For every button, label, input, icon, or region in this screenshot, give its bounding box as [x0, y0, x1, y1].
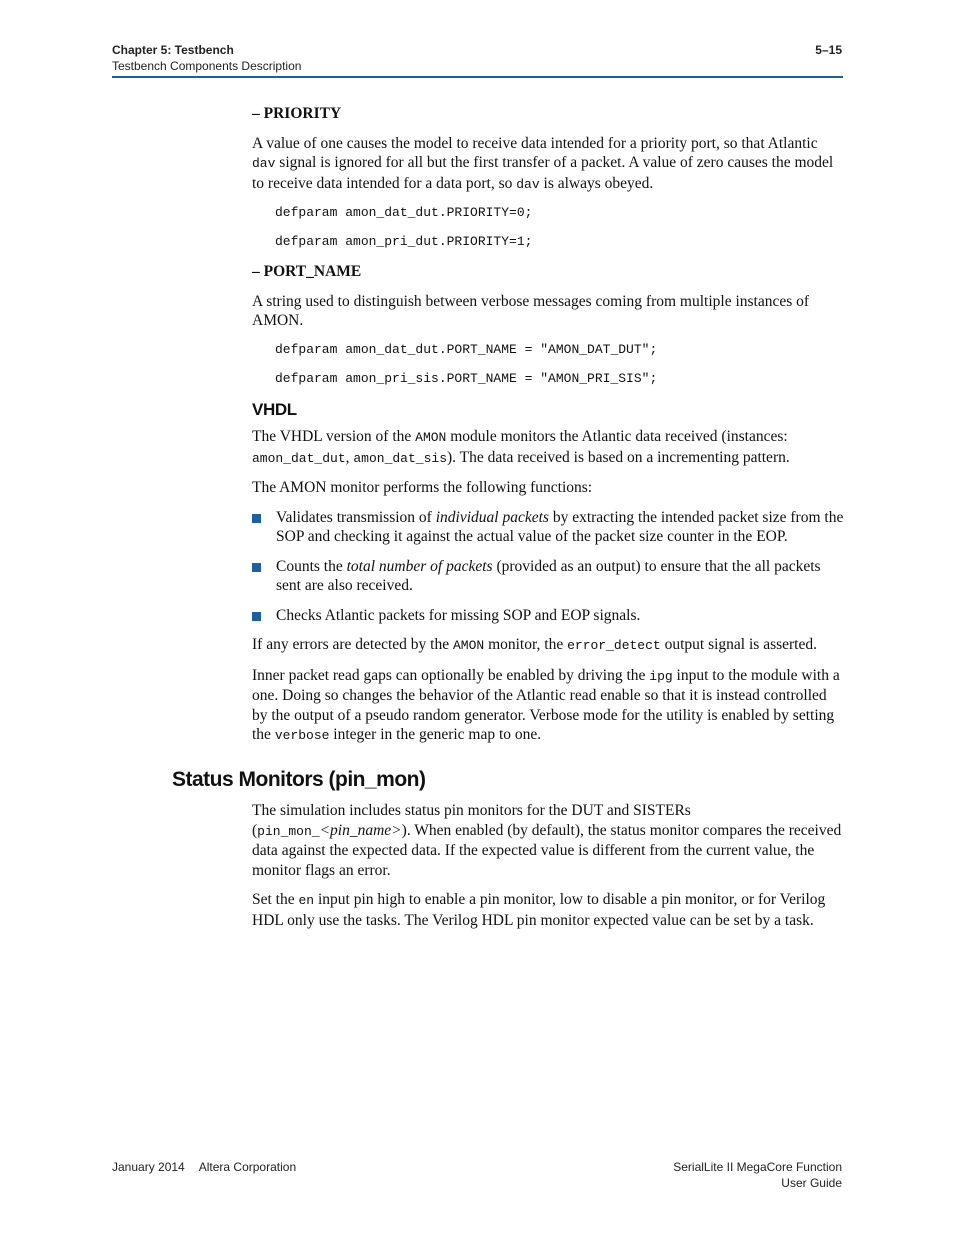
- bullet-icon: [252, 514, 261, 523]
- status-monitors-heading: Status Monitors (pin_mon): [172, 767, 426, 791]
- page-number: 5–15: [815, 43, 842, 57]
- page-footer-right: [673, 1159, 842, 1191]
- code-line: defparam amon_pri_sis.PORT_NAME = "AMON_PRI_SIS";: [275, 370, 658, 386]
- footer-company: Altera Corporation: [198, 1160, 297, 1174]
- port-name-heading: – PORT_NAME: [252, 263, 362, 280]
- footer-doc-title: SerialLite II MegaCore Function: [673, 1160, 842, 1174]
- status-paragraph: Set the en input pin high to enable a pin monitor, low to disable a pin monitor, or for Verilog HDL only use the tasks. The Verilog HDL pin monitor expected value can be set by a task.: [252, 891, 826, 929]
- header-rule: [112, 76, 843, 78]
- port-name-description: A string used to distinguish between verbose messages coming from multiple instances of AMON.: [252, 292, 810, 329]
- function-list: [252, 508, 844, 626]
- code-line: defparam amon_dat_dut.PORT_NAME = "AMON_DAT_DUT";: [275, 341, 658, 357]
- section-title: Testbench Components Description: [112, 59, 302, 73]
- priority-heading: – PRIORITY: [252, 105, 342, 122]
- page-footer-left: [112, 1159, 296, 1175]
- page-header-left: [112, 42, 301, 74]
- footer-doc-subtitle: User Guide: [781, 1176, 842, 1190]
- bullet-icon: [252, 563, 261, 572]
- vhdl-paragraph: If any errors are detected by the AMON monitor, the error_detect output signal is asserted.: [252, 636, 817, 653]
- priority-description: A value of one causes the model to receive data intended for a priority port, so that Atlantic dav signal is ignored for all but the first transfer of a packet. A value of zero causes the model to receive data intended for a data port, so dav is always obeyed.: [252, 134, 834, 192]
- vhdl-paragraph: The VHDL version of the AMON module monitors the Atlantic data received (instances: amon_dat_dut, amon_dat_sis). The data received is based on a incrementing pattern.: [252, 428, 790, 466]
- vhdl-paragraph: The AMON monitor performs the following functions:: [252, 479, 593, 496]
- page-body: [172, 104, 844, 940]
- code-line: defparam amon_pri_dut.PRIORITY=1;: [275, 234, 533, 249]
- chapter-title: Chapter 5: Testbench: [112, 43, 234, 57]
- bullet-icon: [252, 612, 261, 621]
- list-item: Counts the total number of packets (provided as an output) to ensure that the all packets sent are also received.: [252, 557, 844, 596]
- list-item: Checks Atlantic packets for missing SOP and EOP signals.: [252, 606, 844, 626]
- code-line: defparam amon_dat_dut.PRIORITY=0;: [275, 205, 533, 220]
- vhdl-paragraph: Inner packet read gaps can optionally be enabled by driving the ipg input to the module with a one. Doing so changes the behavior of the Atlantic read enable so that it is instead controlled by the output of a pseudo random generator. Verbose mode for the utility is enabled by setting the verbose integer in the generic map to one.: [252, 666, 840, 743]
- status-paragraph: The simulation includes status pin monitors for the DUT and SISTERs (pin_mon_<pin_name>). When enabled (by default), the status monitor compares the received data against the expected data. If the expected value is different from the current value, the monitor flags an error.: [252, 802, 842, 879]
- footer-date: January 2014: [112, 1160, 185, 1174]
- list-item: Validates transmission of individual packets by extracting the intended packet size from the SOP and checking it against the actual value of the packet size counter in the EOP.: [252, 508, 844, 547]
- vhdl-heading: VHDL: [252, 399, 297, 419]
